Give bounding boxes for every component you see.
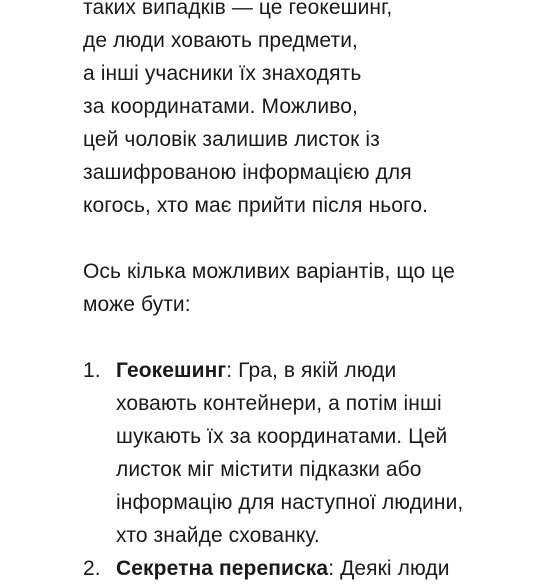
list-item-first-line bbox=[116, 354, 553, 387]
list-item-text: : Деякі люди bbox=[328, 557, 450, 580]
text-line: за координатами. Можливо, bbox=[83, 95, 358, 118]
text-line: Ось кілька можливих варіантів, що це bbox=[83, 260, 455, 283]
paragraph-gap bbox=[83, 321, 553, 354]
text-line: шукають їх за координатами. Цей bbox=[116, 425, 448, 448]
assistant-message bbox=[83, 0, 553, 585]
list-item bbox=[83, 354, 553, 552]
list-item-term: Секретна переписка bbox=[116, 557, 329, 580]
list-item-text: : Гра, в якій люди bbox=[226, 359, 397, 382]
text-line: а інші учасники їх знаходять bbox=[83, 62, 362, 85]
message-paragraph-intro bbox=[83, 0, 553, 222]
text-line: де люди ховають предмети, bbox=[83, 29, 358, 52]
paragraph-gap bbox=[83, 222, 553, 255]
text-line: хто знайде схованку. bbox=[116, 524, 320, 547]
list-number: 2. bbox=[83, 557, 101, 580]
message-paragraph-options bbox=[83, 255, 553, 321]
list-item-term: Геокешинг bbox=[116, 359, 227, 382]
list-item-first-line bbox=[116, 552, 553, 585]
text-line: листок міг містити підказки або bbox=[116, 458, 422, 481]
text-line: може бути: bbox=[83, 293, 191, 316]
text-line: інформацію для наступної людини, bbox=[116, 491, 464, 514]
list-number: 1. bbox=[83, 359, 101, 382]
options-list bbox=[83, 354, 553, 585]
text-line: таких випадків — це геокешинг, bbox=[83, 0, 393, 19]
text-line: когось, хто має прийти після нього. bbox=[83, 194, 429, 217]
text-line: цей чоловік залишив листок із bbox=[83, 128, 380, 151]
text-line: зашифрованою інформацією для bbox=[83, 161, 412, 184]
text-line: ховають контейнери, а потім інші bbox=[116, 392, 442, 415]
list-item bbox=[83, 552, 553, 585]
